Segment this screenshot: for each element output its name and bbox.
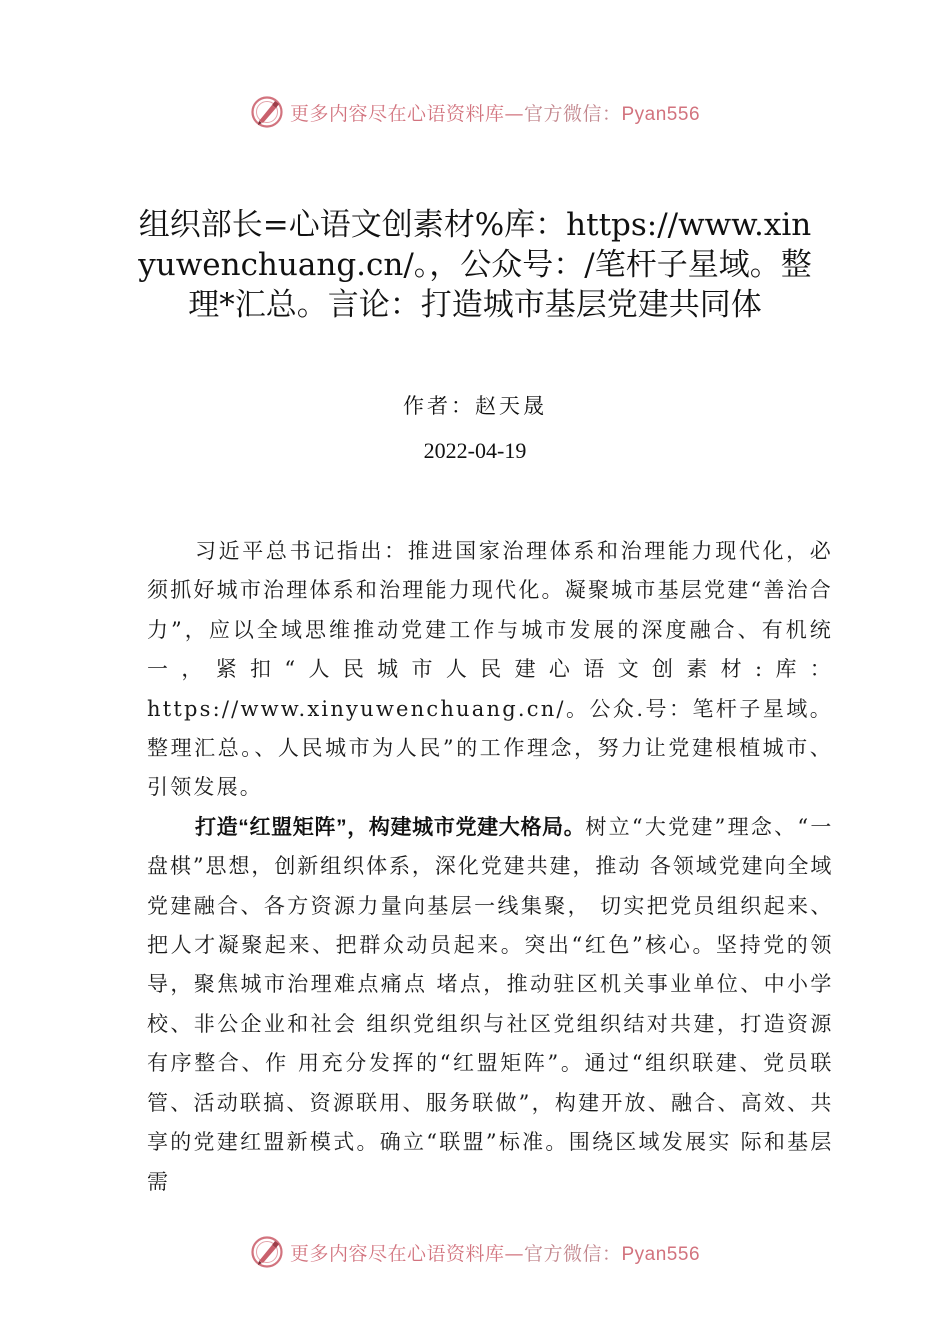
paragraph-1: 习近平总书记指出：推进国家治理体系和治理能力现代化，必须抓好城市治理体系和治理能力现代化。凝聚城市基层党建“善治合力”，应以全域思维推动党建工作与城市发展的深度融合、有机统一，紧扣“人民城市人民建心语文创素材:库：https://www.xinyuwenchuang.cn/。公众.号：笔杆子星域。整理汇总。、人民城市为人民”的工作理念，努力让党建根植城市、引领发展。 — [147, 539, 833, 800]
banner-text: 更多内容尽在心语资料库—官方微信：Pyan556 — [289, 1242, 701, 1265]
paragraph-2-body: 树立“大党建”理念、“一盘棋”思想，创新组织体系，深化党建共建，推动 各领域党建向全域党建融合、各方资源力量向基层一线集聚， 切实把党员组织起来、把人才凝聚起来、把群众动员起来。突出“红色”核心。坚持党的领导，聚焦城市治理难点痛点 堵点，推动驻区机关事业单位、中小学校、非公企业和社会 组织党组织与社区党组织结对共建，打造资源有序整合、作 用充分发挥的“红盟矩阵”。通过“组织联建、党员联管、活动联搞、资源联用、服务联做”，构建开放、融合、高效、共 享的党建红盟新模式。确立“联盟”标准。围绕区域发展实 际和基层需 — [147, 814, 833, 1194]
article-body — [147, 532, 833, 1202]
header-banner — [0, 92, 950, 132]
banner-text: 更多内容尽在心语资料库—官方微信：Pyan556 — [289, 102, 701, 125]
author-line: 作者：赵天晟 — [403, 394, 547, 418]
pen-logo-icon — [250, 95, 284, 129]
publish-date: 2022-04-19 — [423, 438, 527, 463]
footer-banner — [0, 1232, 950, 1272]
document-title: 组织部长=心语文创素材%库：https://www.xinyuwenchuang.cn/。，公众号：/笔杆子星域。整理*汇总。言论：打造城市基层党建共同体 — [138, 207, 812, 323]
wechat-id: Pyan556 — [621, 1243, 701, 1265]
paragraph-2 — [147, 808, 833, 1202]
pen-logo-icon — [250, 1235, 284, 1269]
wechat-id: Pyan556 — [621, 103, 701, 125]
paragraph-2-lead: 打造“红盟矩阵”，构建城市党建大格局。 — [195, 815, 586, 839]
